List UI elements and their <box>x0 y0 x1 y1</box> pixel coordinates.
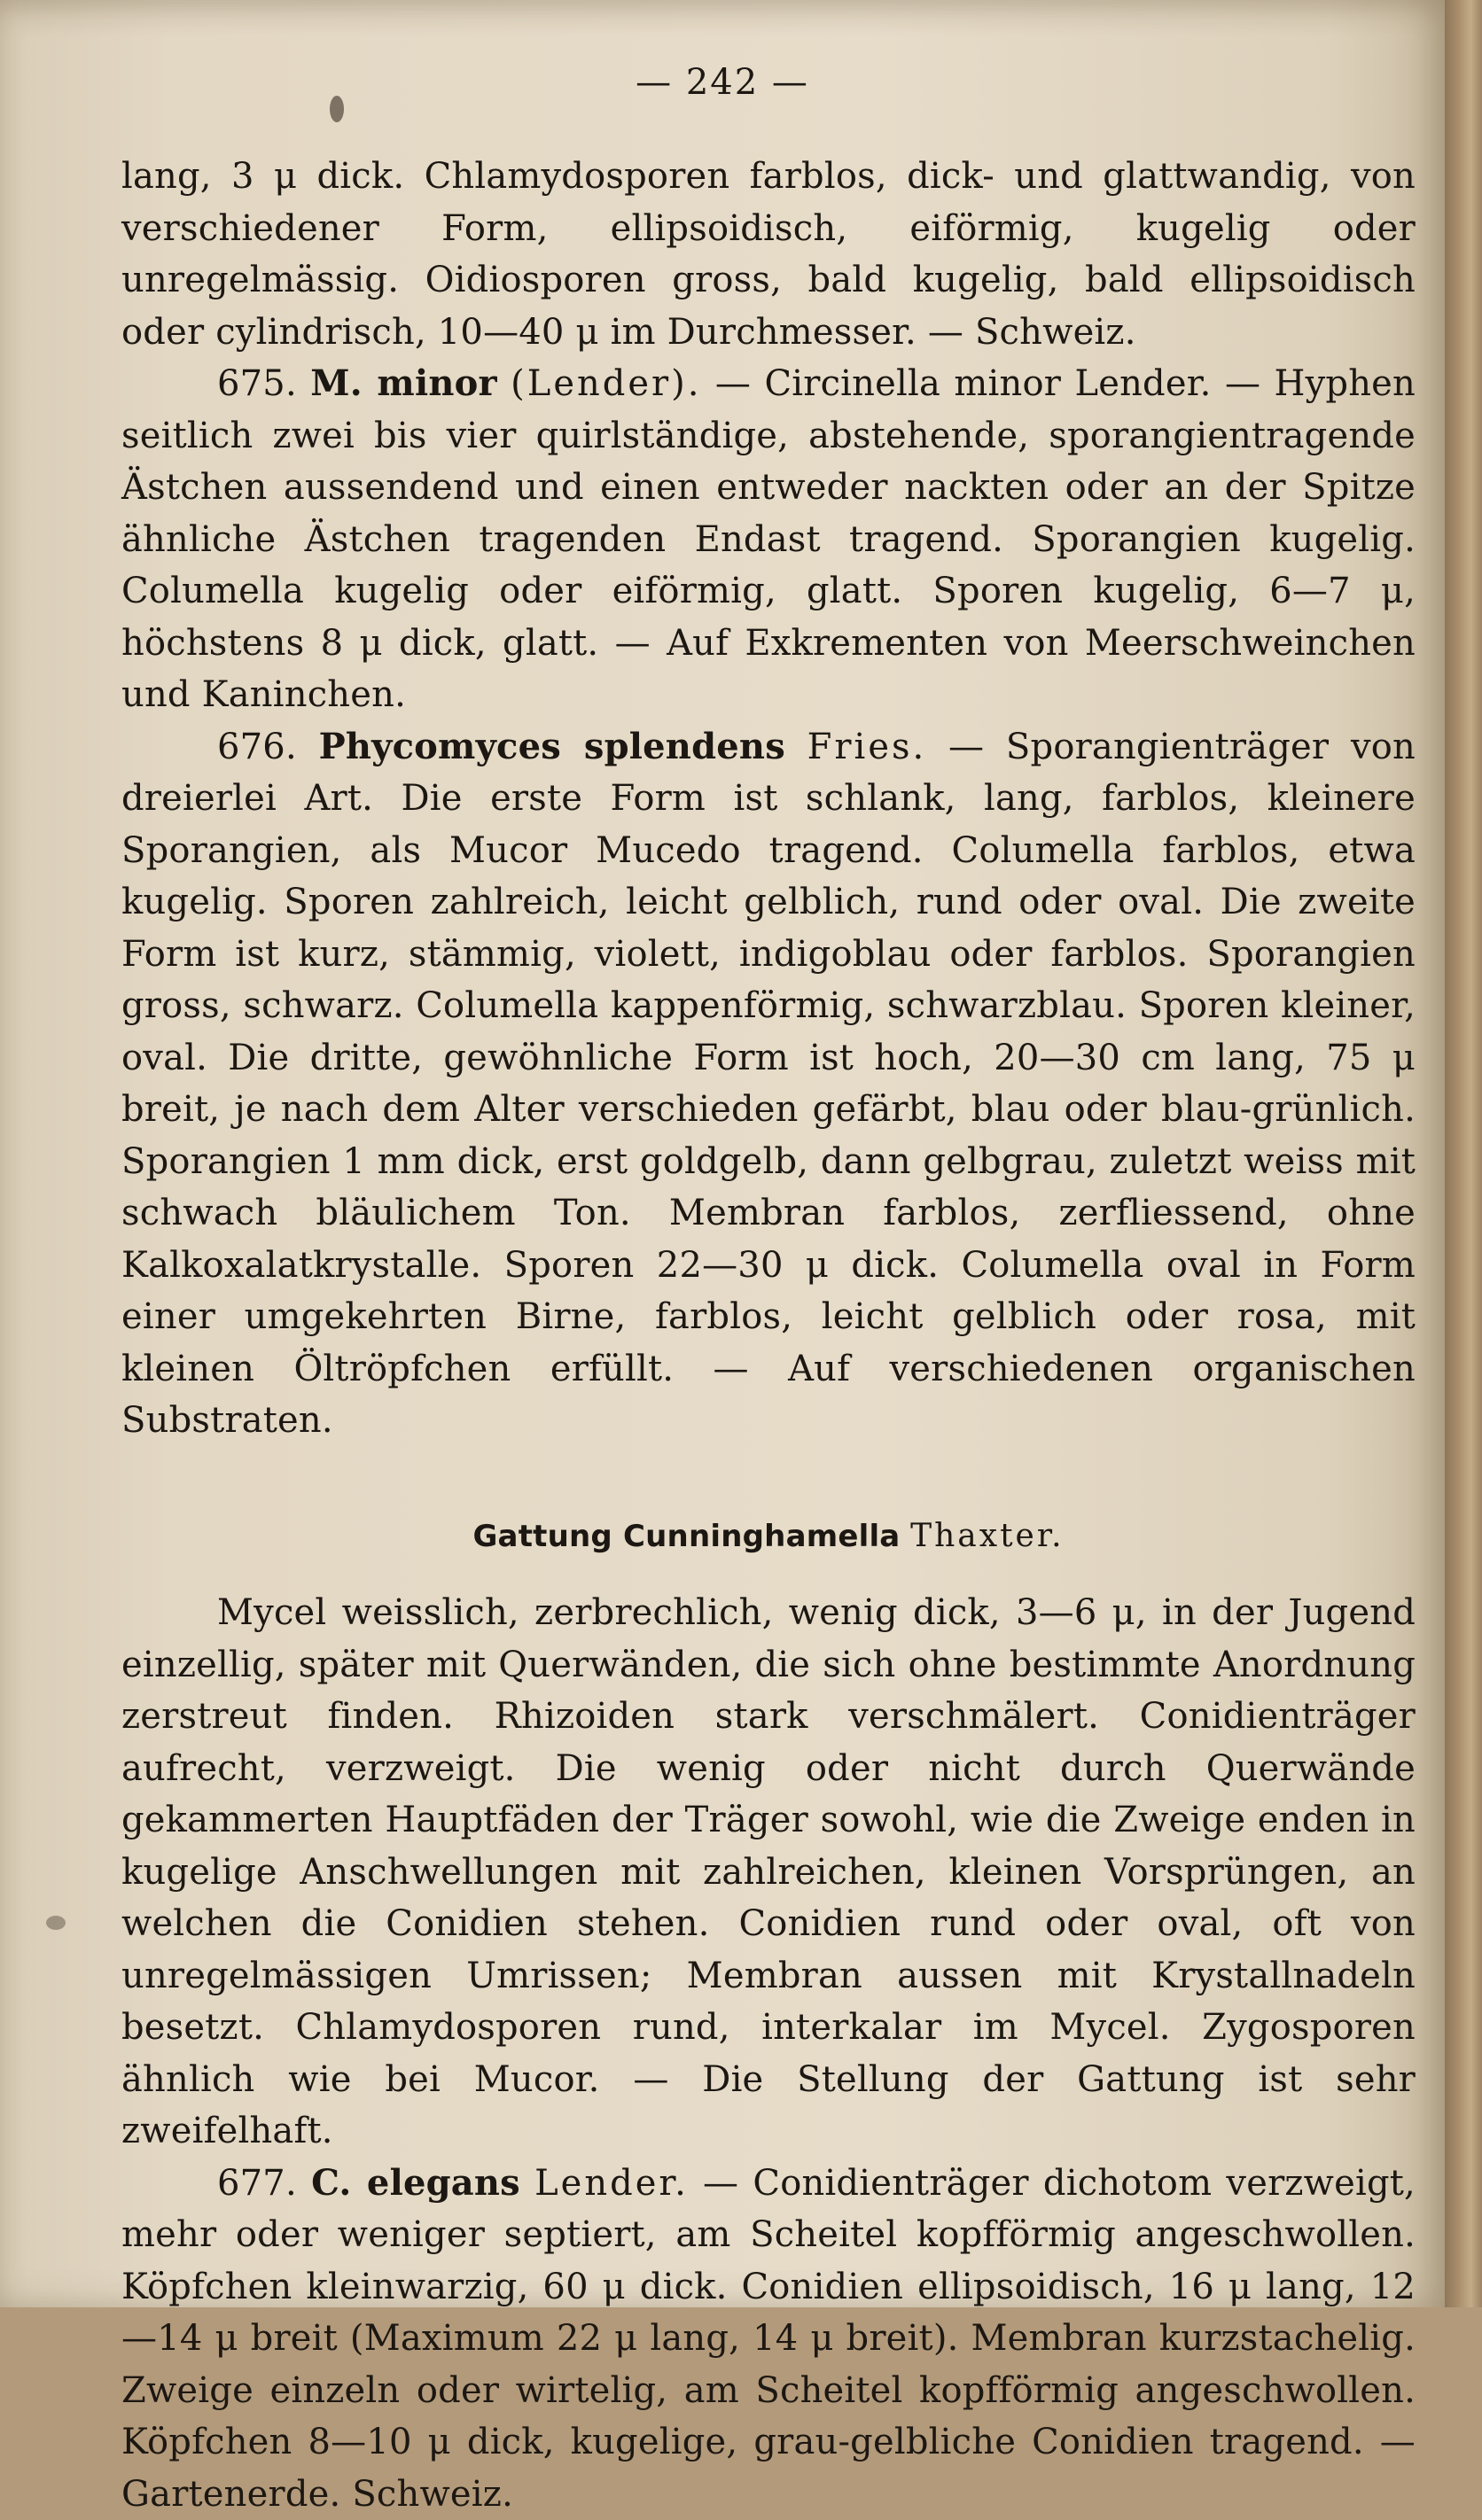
entry-676 <box>121 721 1416 1447</box>
genus-description: Mycel weisslich, zerbrechlich, wenig dick, 3—6 μ, in der Jugend einzellig, später mit Querwänden, die sich ohne bestimmte Anordnung zerstreut finden. Rhizoiden stark verschmälert. Conidienträger aufrecht, verzweigt. Die wenig oder nicht durch Querwände gekammerten Hauptfäden der Träger sowohl, wie die Zweige enden in kugelige Anschwellungen mit zahlreichen, kleinen Vorsprüngen, an welchen die Conidien stehen. Conidien rund oder oval, oft von unregelmässigen Umrissen; Membran aussen mit Krystallnadeln besetzt. Chlamydosporen rund, interkalar im Mycel. Zygosporen ähnlich wie bei Mucor. — Die Stellung der Gattung ist sehr zweifelhaft. <box>121 1587 1416 2158</box>
entry-675 <box>121 358 1416 721</box>
species-author: Fries. <box>807 727 927 767</box>
genus-heading <box>121 1511 1416 1563</box>
entry-description: — Circinella minor Lender. — Hyphen seitlich zwei bis vier quirlständige, abstehende, sporangientragende Ästchen aussendend und einen entweder nackten oder an der Spitze ähnliche Ästchen tragenden Endast tragend. Sporangien kugelig. Columella kugelig oder eiförmig, glatt. Sporen kugelig, 6—7 μ, höchstens 8 μ dick, glatt. — Auf Exkrementen von Meerschweinchen und Kaninchen. <box>121 363 1416 715</box>
page-edge-shadow <box>1445 0 1482 2307</box>
entry-description: — Conidienträger dichotom verzweigt, mehr oder weniger septiert, am Scheitel kopfförmig angeschwollen. Köpfchen kleinwarzig, 60 μ dick. Conidien ellipsoidisch, 16 μ lang, 12—14 μ breit (Maximum 22 μ lang, 14 μ breit). Membran kurzstachelig. Zweige einzeln oder wirtelig, am Scheitel kopfförmig angeschwollen. Köpfchen 8—10 μ dick, kugelige, grau-gelbliche Conidien tragend. — Gartenerde. Schweiz. <box>121 2163 1416 2515</box>
species-name: Phycomyces splendens <box>319 726 785 767</box>
entry-number: 676. <box>217 727 297 767</box>
ink-smudge-left <box>46 1916 66 1930</box>
entry-677 <box>121 2158 1416 2520</box>
entry-number: 677. <box>217 2163 297 2204</box>
genus-name: Gattung Cunninghamella <box>472 1519 900 1554</box>
species-author: (Lender). <box>511 363 701 404</box>
page-number: — 242 — <box>0 62 1445 103</box>
page-body <box>121 151 1416 2520</box>
species-name: C. elegans <box>311 2162 520 2204</box>
genus-author: Thaxter. <box>910 1518 1064 1554</box>
continued-paragraph: lang, 3 μ dick. Chlamydosporen farblos, dick- und glattwandig, von verschiedener Form, ellipsoidisch, eiförmig, kugelig oder unregelmässig. Oidiosporen gross, bald kugelig, bald ellipsoidisch oder cylindrisch, 10—40 μ im Durchmesser. — Schweiz. <box>121 151 1416 358</box>
entry-number: 675. <box>217 363 297 404</box>
entry-description: — Sporangienträger von dreierlei Art. Die erste Form ist schlank, lang, farblos, kleinere Sporangien, als Mucor Mucedo tragend. Columella farblos, etwa kugelig. Sporen zahlreich, leicht gelblich, rund oder oval. Die zweite Form ist kurz, stämmig, violett, indigoblau oder farblos. Sporangien gross, schwarz. Columella kappenförmig, schwarzblau. Sporen kleiner, oval. Die dritte, gewöhnliche Form ist hoch, 20—30 cm lang, 75 μ breit, je nach dem Alter verschieden gefärbt, blau oder blau-grünlich. Sporangien 1 mm dick, erst goldgelb, dann gelbgrau, zuletzt weiss mit schwach bläulichem Ton. Membran farblos, zerfliessend, ohne Kalkoxalatkrystalle. Sporen 22—30 μ dick. Columella oval in Form einer umgekehrten Birne, farblos, leicht gelblich oder rosa, mit kleinen Öltröpfchen erfüllt. — Auf verschiedenen organischen Substraten. <box>121 727 1416 1442</box>
species-author: Lender. <box>534 2163 689 2204</box>
species-name: M. minor <box>310 362 497 404</box>
